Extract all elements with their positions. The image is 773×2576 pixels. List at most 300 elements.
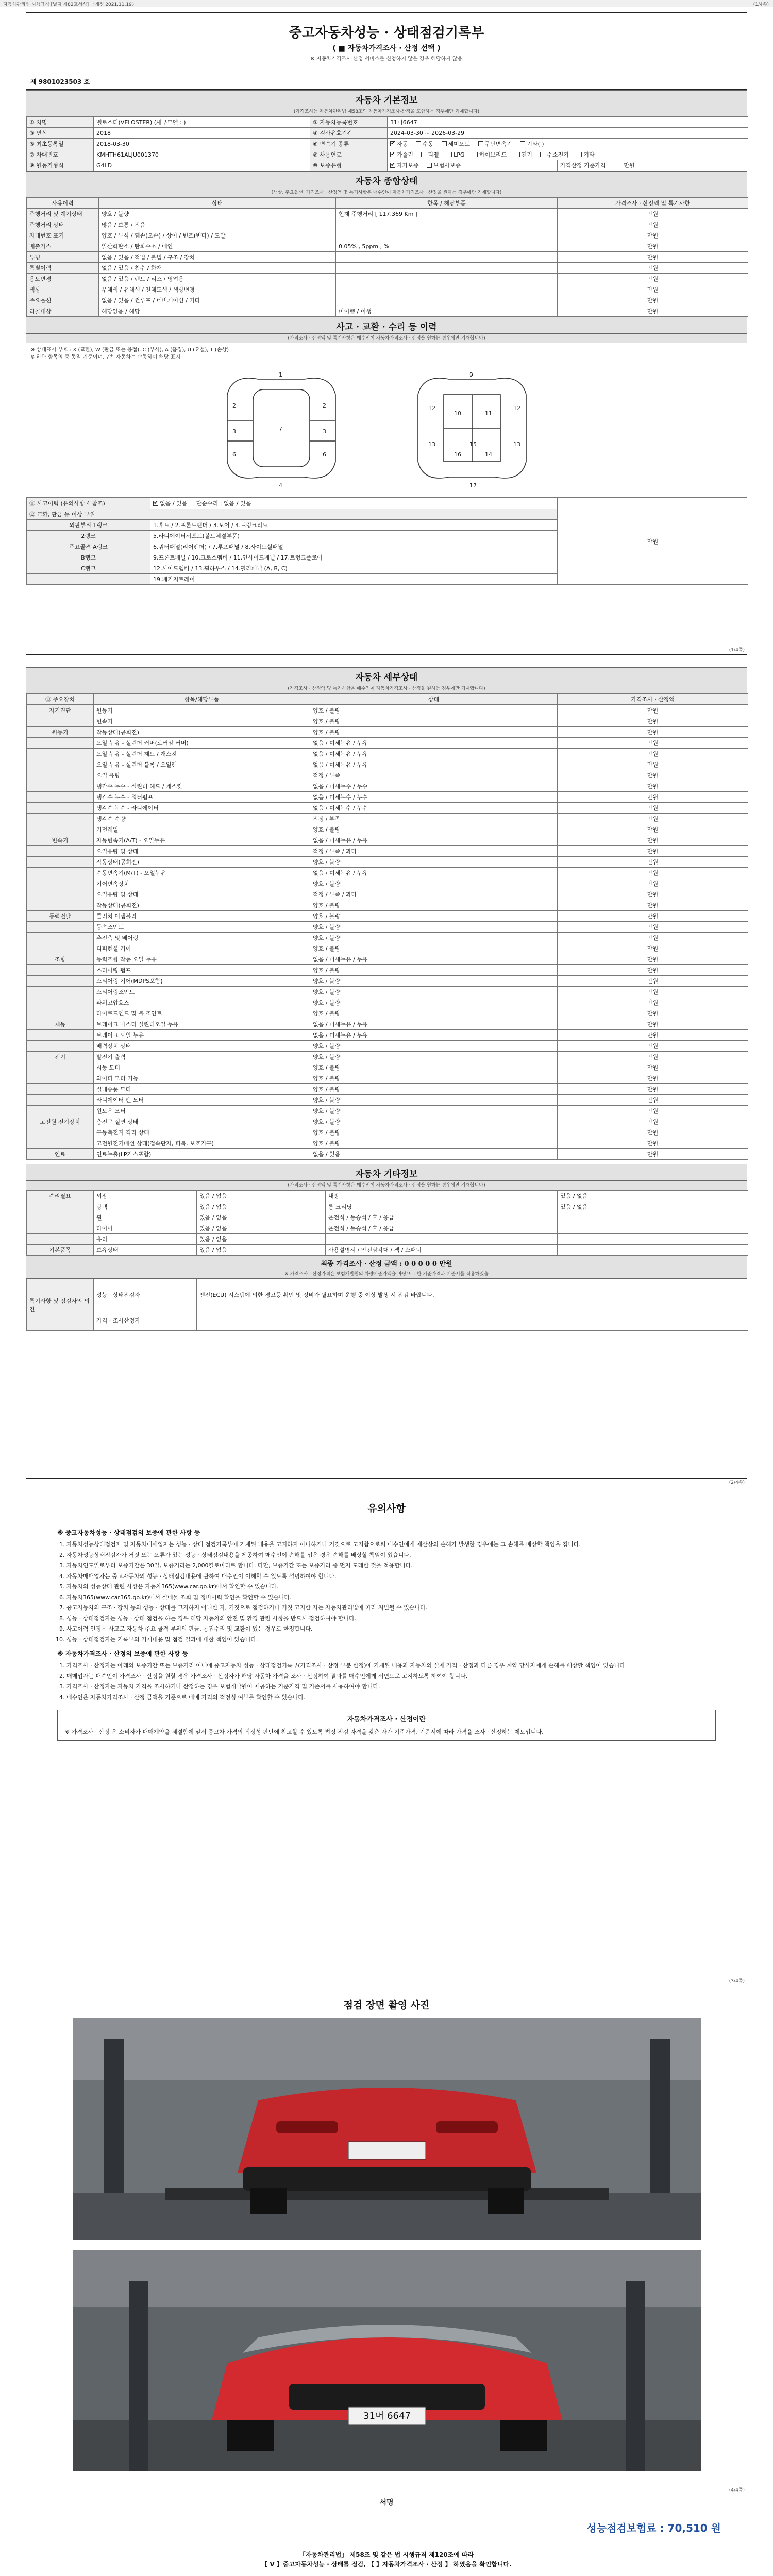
row-item: 윈도우 모터 <box>94 1106 310 1116</box>
row-label: 주요옵션 <box>27 295 99 306</box>
table-row <box>27 1201 748 1212</box>
table-row <box>27 274 748 284</box>
row-group <box>27 1030 94 1041</box>
table-row <box>27 1041 748 1052</box>
row-price: 만원 <box>558 241 748 252</box>
row-state: 있음 / 없음 <box>197 1245 326 1256</box>
trans-opt[interactable]: 수동 <box>416 140 433 148</box>
checkbox-icon <box>442 141 447 146</box>
row-group <box>27 965 94 976</box>
row-detail: 미이행 / 이행 <box>336 306 558 317</box>
row-price: 만원 <box>558 1052 748 1062</box>
row-state2 <box>558 1212 748 1223</box>
rear-photo <box>73 2018 701 2240</box>
trans-opt[interactable]: 세미오토 <box>442 140 470 148</box>
fuel-opt[interactable]: 수소전기 <box>540 150 569 159</box>
fuel-label: ⑧ 사용연료 <box>310 149 388 160</box>
footer <box>0 2550 773 2569</box>
checkbox-icon <box>390 163 395 168</box>
table-row <box>27 781 748 792</box>
row-price: 만원 <box>558 209 748 219</box>
table-row <box>27 1234 748 1245</box>
row-price: 만원 <box>558 1019 748 1030</box>
row-price: 만원 <box>558 1127 748 1138</box>
row-group <box>27 868 94 878</box>
table-row <box>27 814 748 824</box>
row-price: 만원 <box>558 1138 748 1149</box>
row-item: 충전구 절연 상태 <box>94 1116 310 1127</box>
row-item: 스티어링 기어(MDPS포함) <box>94 976 310 987</box>
row-state: 양호 / 불량 <box>310 716 558 727</box>
row-price: 만원 <box>558 943 748 954</box>
row-price: 만원 <box>558 1062 748 1073</box>
regno-label: ② 자동차등록번호 <box>310 117 388 128</box>
row-item: 외장 <box>94 1191 197 1201</box>
row-state2: 있음 / 없음 <box>558 1191 748 1201</box>
row-price: 만원 <box>558 284 748 295</box>
table-row <box>27 295 748 306</box>
document-number: 제 9801023503 호 <box>30 78 90 86</box>
row-price: 만원 <box>558 976 748 987</box>
table-row <box>27 1245 748 1256</box>
row-price: 만원 <box>558 835 748 846</box>
note-item: 5. 자동차의 성능상태 관련 사항은 자동차365(www.car.go.kr)에서 확인할 수 있습니다. <box>66 1583 716 1591</box>
checkbox-icon <box>416 141 421 146</box>
checkbox-icon <box>153 501 158 506</box>
row-price: 만원 <box>558 306 748 317</box>
row-label: 특별이력 <box>27 263 99 274</box>
table-row <box>27 1138 748 1149</box>
row-item: 변속기 <box>94 716 310 727</box>
row-state: 양호 / 불량 <box>310 727 558 738</box>
row-state: 양호 / 불량 <box>310 1095 558 1106</box>
table-row <box>27 1073 748 1084</box>
remarks-inspector: 성능 · 상태점검자 <box>94 1279 197 1310</box>
accident-price: 만원 <box>558 498 748 585</box>
accident-title: 사고 · 교환 · 수리 등 이력 <box>26 317 747 334</box>
svg-text:6: 6 <box>232 451 236 458</box>
fuel-options <box>388 149 748 160</box>
row-item: 커먼레일 <box>94 824 310 835</box>
row-item: 오일유량 및 상태 <box>94 846 310 857</box>
row-item: 시동 모터 <box>94 1062 310 1073</box>
row-item: 기어변속장치 <box>94 878 310 889</box>
row-state: 양호 / 불량 <box>310 857 558 868</box>
row-item: 유리 <box>94 1234 197 1245</box>
page-number: (1/4쪽) <box>729 648 745 653</box>
row-state: 양호 / 불량 <box>310 1062 558 1073</box>
row-price: 만원 <box>558 1041 748 1052</box>
trans-opt[interactable]: 무단변속기 <box>478 140 512 148</box>
etc-title: 자동차 기타정보 <box>26 1164 747 1181</box>
table-row <box>27 738 748 749</box>
fuel-opt[interactable]: ✔ 가솔린 <box>390 150 413 159</box>
row-state: 양호 / 불량 <box>310 1008 558 1019</box>
fuel-opt[interactable]: 기타 <box>577 150 594 159</box>
row-item: 라디에이터 팬 모터 <box>94 1095 310 1106</box>
table-row <box>27 857 748 868</box>
table-row <box>27 1030 748 1041</box>
detail-table <box>26 693 748 705</box>
row-state: 양호 / 불량 <box>310 965 558 976</box>
row-group: 자기진단 <box>27 705 94 716</box>
row-price: 만원 <box>558 230 748 241</box>
svg-text:3: 3 <box>323 428 326 435</box>
document-note: ※ 자동차가격조사·산정 서비스를 신청하지 않은 경우 해당하지 않음 <box>310 56 463 62</box>
remarks-table <box>26 1279 748 1331</box>
row-group <box>27 814 94 824</box>
fuel-opt[interactable]: 하이브리드 <box>473 150 507 159</box>
table-row <box>27 252 748 263</box>
row-item2: 운전석 / 동승석 / 후 / 응급 <box>326 1212 558 1223</box>
row-group <box>27 1084 94 1095</box>
row-item: 오일 누유 - 실린더 블록 / 오일팬 <box>94 759 310 770</box>
group-items: 1.후드 / 2.프론트펜더 / 3.도어 / 4.트렁크리드 <box>150 520 558 531</box>
row-group <box>27 846 94 857</box>
row-state: 있음 / 없음 <box>197 1223 326 1234</box>
car-diagram <box>26 343 747 498</box>
table-row <box>27 759 748 770</box>
page-number: (4/4쪽) <box>729 2488 745 2493</box>
row-price: 만원 <box>558 954 748 965</box>
row-price: 만원 <box>558 1106 748 1116</box>
table-row <box>27 1149 748 1160</box>
table-row <box>27 1106 748 1116</box>
table-row <box>27 1095 748 1106</box>
row-price: 만원 <box>558 792 748 803</box>
row-group <box>27 922 94 933</box>
row-group <box>27 792 94 803</box>
note-item: 3. 가격조사 · 산정자는 자동차 가격을 조사하거나 산정하는 경우 보험개발원이 제공하는 기준가격 및 기준서를 사용하여야 합니다. <box>66 1683 716 1691</box>
fuel-opt[interactable]: 디젤 <box>421 150 439 159</box>
row-state: 없음 / 미세누유 / 누유 <box>310 749 558 759</box>
row-detail <box>336 219 558 230</box>
footer-line-1: 「자동차관리법」 제58조 및 같은 법 시행규칙 제120조에 따라 <box>299 2551 474 2558</box>
row-group: 동력전달 <box>27 911 94 922</box>
group-name: C랭크 <box>27 563 150 574</box>
row-state: 적정 / 부족 / 과다 <box>310 846 558 857</box>
row-item: 배력장치 상태 <box>94 1041 310 1052</box>
row-group: 변속기 <box>27 835 94 846</box>
table-row <box>27 965 748 976</box>
svg-text:2: 2 <box>323 402 326 409</box>
row-group <box>27 1234 94 1245</box>
row-item: 등속조인트 <box>94 922 310 933</box>
row-price: 만원 <box>558 219 748 230</box>
table-row <box>27 824 748 835</box>
row-group: 전기 <box>27 1052 94 1062</box>
row-detail <box>336 252 558 263</box>
row-label: 차대번호 표기 <box>27 230 99 241</box>
table-row <box>27 987 748 997</box>
row-state: 없음 / 있음 <box>310 1149 558 1160</box>
row-item: 고전원전기배선 상태(접속단자, 피복, 보호기구) <box>94 1138 310 1149</box>
accident-label: ⑪ 사고이력 (유의사항 4 참조) <box>27 498 150 509</box>
overall-header: 가격조사 · 산정액 및 특기사항 <box>558 198 748 209</box>
row-price: 만원 <box>558 803 748 814</box>
row-item: 브레이크 마스터 실린더오일 누유 <box>94 1019 310 1030</box>
svg-text:11: 11 <box>485 410 492 417</box>
row-state: 없음 / 미세누유 / 누유 <box>310 954 558 965</box>
row-state: 없음 / 미세누수 / 누수 <box>310 803 558 814</box>
row-label: 주행거리 및 계기상태 <box>27 209 99 219</box>
row-group <box>27 803 94 814</box>
row-state: 양호 / 불량 <box>310 1041 558 1052</box>
row-group <box>27 943 94 954</box>
svg-text:2: 2 <box>232 402 236 409</box>
accident-value: ✔ 없음 / 있음 단순수리 : 없음 / 있음 <box>150 498 558 509</box>
vin-value: KMHTH61ALJU001370 <box>94 149 310 160</box>
row-group <box>27 1073 94 1084</box>
table-row <box>27 997 748 1008</box>
row-item: 냉각수 수량 <box>94 814 310 824</box>
info-box-title: 자동차가격조사 · 산정이란 <box>347 1716 426 1723</box>
fuel-opt[interactable]: 전기 <box>515 150 532 159</box>
checkbox-icon <box>473 152 478 157</box>
row-price: 만원 <box>558 1008 748 1019</box>
page-number: (3/4쪽) <box>729 1979 745 1984</box>
table-row <box>27 792 748 803</box>
row-price: 만원 <box>558 716 748 727</box>
detail-sub: (가격조사 · 산정액 및 특기사항은 매수인이 자동차가격조사 · 산정을 원하는 경우에만 기재합니다) <box>26 684 747 693</box>
table-row <box>27 803 748 814</box>
checkbox-icon <box>427 163 432 168</box>
row-group <box>27 900 94 911</box>
row-price: 만원 <box>558 759 748 770</box>
table-row <box>27 889 748 900</box>
svg-text:14: 14 <box>485 451 492 458</box>
row-item: 실내송풍 모터 <box>94 1084 310 1095</box>
warranty-opt[interactable]: ✔ 자가보증 <box>390 161 419 170</box>
row-state: 해당없음 / 해당 <box>99 306 336 317</box>
row-price: 만원 <box>558 878 748 889</box>
group-name <box>27 574 150 585</box>
detail-body <box>26 705 748 1160</box>
row-state: 양호 / 불량 <box>310 1052 558 1062</box>
table-row <box>27 878 748 889</box>
inspect-value: 2024-03-30 ~ 2026-03-29 <box>388 128 748 139</box>
row-price: 만원 <box>558 987 748 997</box>
basic-info-sub: (가격조사는 자동차관리법 제58조의 자동차가격조사·산정을 포함하는 경우에만 기재합니다) <box>26 107 747 116</box>
row-state: 있음 / 없음 <box>197 1212 326 1223</box>
checkbox-icon <box>540 152 545 157</box>
row-label: 용도변경 <box>27 274 99 284</box>
row-detail: 0.05% , 5ppm , % <box>336 241 558 252</box>
overall-sub: (색상, 주요옵션, 가격조사 · 산정액 및 특기사항은 매수인이 자동차가격조사 · 산정을 원하는 경우에만 기재합니다) <box>26 188 747 197</box>
row-label: 주행거리 상태 <box>27 219 99 230</box>
row-price: 만원 <box>558 295 748 306</box>
row-price: 만원 <box>558 1116 748 1127</box>
document-title: 중고자동차성능 · 상태점검기록부 <box>289 25 484 41</box>
row-state2: 있음 / 없음 <box>558 1201 748 1212</box>
note-item: 4. 자동차매매업자는 중고자동차의 성능 · 상태점검내용에 관하여 매수인이 이해할 수 있도록 설명하여야 합니다. <box>66 1572 716 1581</box>
row-item: 오일 유량 <box>94 770 310 781</box>
row-group <box>27 749 94 759</box>
row-state: 양호 / 불량 <box>99 209 336 219</box>
row-item: 작동상태(공회전) <box>94 857 310 868</box>
row-item: 냉각수 누수 - 워터펌프 <box>94 792 310 803</box>
signature-title: 서명 <box>379 2499 394 2507</box>
row-group <box>27 878 94 889</box>
row-state: 양호 / 불량 <box>310 933 558 943</box>
row-item: 작동상태(공회전) <box>94 900 310 911</box>
trans-label: ⑥ 변속기 종류 <box>310 139 388 149</box>
row-price: 만원 <box>558 911 748 922</box>
row-group: 제동 <box>27 1019 94 1030</box>
trans-opt[interactable]: ✔ 자동 <box>390 140 408 148</box>
row-state: 없음 / 미세누수 / 누수 <box>310 781 558 792</box>
row-state: 없음 / 미세누수 / 누수 <box>310 792 558 803</box>
final-note: ※ 가격조사 · 산정가격은 보험개발원의 차량기준가액을 바탕으로 한 기준가격과 기준서를 적용하였음 <box>26 1269 747 1279</box>
checkbox-icon <box>478 141 483 146</box>
row-state: 없음 / 미세누유 / 누유 <box>310 868 558 878</box>
checkbox-icon <box>515 152 520 157</box>
note-item: 10. 성능 · 상태점검자는 기록부의 기재내용 및 점검 결과에 대한 책임이 있습니다. <box>66 1636 716 1645</box>
row-item: 와이퍼 모터 기능 <box>94 1073 310 1084</box>
table-row <box>27 1019 748 1030</box>
row-state: 양호 / 불량 <box>310 1138 558 1149</box>
engine-label: ⑨ 원동기형식 <box>27 160 94 171</box>
table-row <box>27 835 748 846</box>
overall-table <box>26 197 748 317</box>
row-state2 <box>558 1234 748 1245</box>
table-row <box>27 954 748 965</box>
row-state: 양호 / 불량 <box>310 987 558 997</box>
row-state: 양호 / 불량 <box>310 1127 558 1138</box>
table-row <box>27 705 748 716</box>
page-indicator: (1/4쪽) <box>753 2 769 7</box>
base-price: 가격산정 기준가격 만원 <box>558 160 748 171</box>
row-price: 만원 <box>558 900 748 911</box>
row-item: 냉각수 누수 - 실린더 헤드 / 개스킷 <box>94 781 310 792</box>
checkbox-icon <box>447 152 452 157</box>
row-state: 없음 / 미세누유 / 누유 <box>310 759 558 770</box>
row-state: 양호 / 불량 <box>310 900 558 911</box>
insurance-fee: 성능점검보험료 : 70,510 원 <box>586 2522 721 2534</box>
row-item: 작동상태(공회전) <box>94 727 310 738</box>
row-item2: 사용설명서 / 안전삼각대 / 잭 / 스패너 <box>326 1245 558 1256</box>
row-detail <box>336 284 558 295</box>
table-row <box>27 241 748 252</box>
front-photo <box>73 2250 701 2471</box>
notes-heading-1: ※ 중고자동차성능 · 상태점검의 보증에 관한 사항 등 <box>57 1529 200 1536</box>
notes-list-2 <box>57 1662 716 1702</box>
row-group <box>27 997 94 1008</box>
row-group <box>27 1138 94 1149</box>
row-group <box>27 1041 94 1052</box>
row-item: 냉각수 누수 - 라디에이터 <box>94 803 310 814</box>
row-item2: 내장 <box>326 1191 558 1201</box>
row-group <box>27 1106 94 1116</box>
row-state: 양호 / 불량 <box>310 911 558 922</box>
row-price: 만원 <box>558 868 748 878</box>
detail-title: 자동차 세부상태 <box>26 667 747 684</box>
row-item: 원동기 <box>94 705 310 716</box>
row-state: 양호 / 불량 <box>310 943 558 954</box>
row-item: 수동변속기(M/T) - 오일누유 <box>94 868 310 878</box>
fuel-opt[interactable]: LPG <box>447 151 464 158</box>
row-state: 양호 / 불량 <box>310 824 558 835</box>
row-item: 광택 <box>94 1201 197 1212</box>
form-reference: 자동차관리법 시행규칙 [별지 제82호서식] 〈개정 2021.11.19〉 <box>3 2 137 7</box>
row-item: 발전기 출력 <box>94 1052 310 1062</box>
row-detail: 현재 주행거리 [ 117,369 Km ] <box>336 209 558 219</box>
trans-options <box>388 139 748 149</box>
row-price: 만원 <box>558 1073 748 1084</box>
plate-text: 31머 6647 <box>363 2411 411 2421</box>
table-row <box>27 900 748 911</box>
svg-text:9: 9 <box>469 371 473 378</box>
row-detail <box>336 230 558 241</box>
table-row <box>27 230 748 241</box>
warranty-opt[interactable]: 보험사보증 <box>427 161 461 170</box>
row-price: 만원 <box>558 824 748 835</box>
notes-body <box>26 1516 747 1748</box>
row-group: 기본품목 <box>27 1245 94 1256</box>
etc-sub: (가격조사 · 산정액 및 특기사항은 매수인이 자동차가격조사 · 산정을 원하는 경우에만 기재합니다) <box>26 1181 747 1190</box>
notes-list-1 <box>57 1540 716 1644</box>
legend-1: ※ 상태표시 부호 : X (교환), W (판금 또는 용접), C (부식), A (흠집), U (요철), T (손상) <box>30 347 229 353</box>
row-price: 만원 <box>558 1084 748 1095</box>
overall-title: 자동차 종합상태 <box>26 171 747 188</box>
row-label: 튜닝 <box>27 252 99 263</box>
table-row <box>27 1008 748 1019</box>
etc-table <box>26 1190 748 1256</box>
year-value: 2018 <box>94 128 310 139</box>
table-row <box>27 1212 748 1223</box>
row-item: 오일 누유 - 실린더 헤드 / 개스킷 <box>94 749 310 759</box>
row-group: 수리필요 <box>27 1191 94 1201</box>
trans-opt[interactable]: 기타( ) <box>520 140 544 148</box>
svg-text:10: 10 <box>454 410 461 417</box>
warranty-options <box>388 160 558 171</box>
row-price: 만원 <box>558 738 748 749</box>
row-group: 원동기 <box>27 727 94 738</box>
row-item2: 룸 크리닝 <box>326 1201 558 1212</box>
table-row <box>27 976 748 987</box>
svg-text:16: 16 <box>454 451 461 458</box>
row-state: 없음 / 미세누유 / 누유 <box>310 1019 558 1030</box>
table-row <box>27 943 748 954</box>
checkbox-icon <box>390 152 395 157</box>
document-header <box>26 13 747 90</box>
group-items: 9.프론트패널 / 10.크로스멤버 / 11.인사이드패널 / 17.트렁크플로어 <box>150 552 558 563</box>
row-item: 스티어링 펌프 <box>94 965 310 976</box>
overall-header: 상태 <box>99 198 336 209</box>
page-4 <box>26 1987 747 2493</box>
row-group <box>27 1212 94 1223</box>
document-subtitle: ( ■ 자동차가격조사 · 산정 선택 ) <box>332 44 441 53</box>
row-state: 일산화탄소 / 탄화수소 / 매연 <box>99 241 336 252</box>
svg-text:3: 3 <box>232 428 236 435</box>
row-item: 오일유량 및 상태 <box>94 889 310 900</box>
row-item2 <box>326 1234 558 1245</box>
row-item2: 운전석 / 동승석 / 후 / 응급 <box>326 1223 558 1234</box>
row-item: 클러치 어셈블리 <box>94 911 310 922</box>
svg-text:13: 13 <box>513 441 520 448</box>
row-item: 휠 <box>94 1212 197 1223</box>
footer-line-2: 【 V 】중고자동차성능 · 상태를 점검, 【 】자동차가격조사 · 산정 】 하였음을 확인합니다. <box>261 2561 512 2568</box>
row-group <box>27 770 94 781</box>
row-state: 없음 / 있음 / 침수 / 화재 <box>99 263 336 274</box>
remarks-empty <box>197 1310 748 1331</box>
model-label: ① 차명 <box>27 117 94 128</box>
row-label: 색상 <box>27 284 99 295</box>
row-state: 없음 / 있음 / 적법 / 불법 / 구조 / 장치 <box>99 252 336 263</box>
row-price: 만원 <box>558 846 748 857</box>
firstreg-value: 2018-03-30 <box>94 139 310 149</box>
row-state: 양호 / 불량 <box>310 922 558 933</box>
